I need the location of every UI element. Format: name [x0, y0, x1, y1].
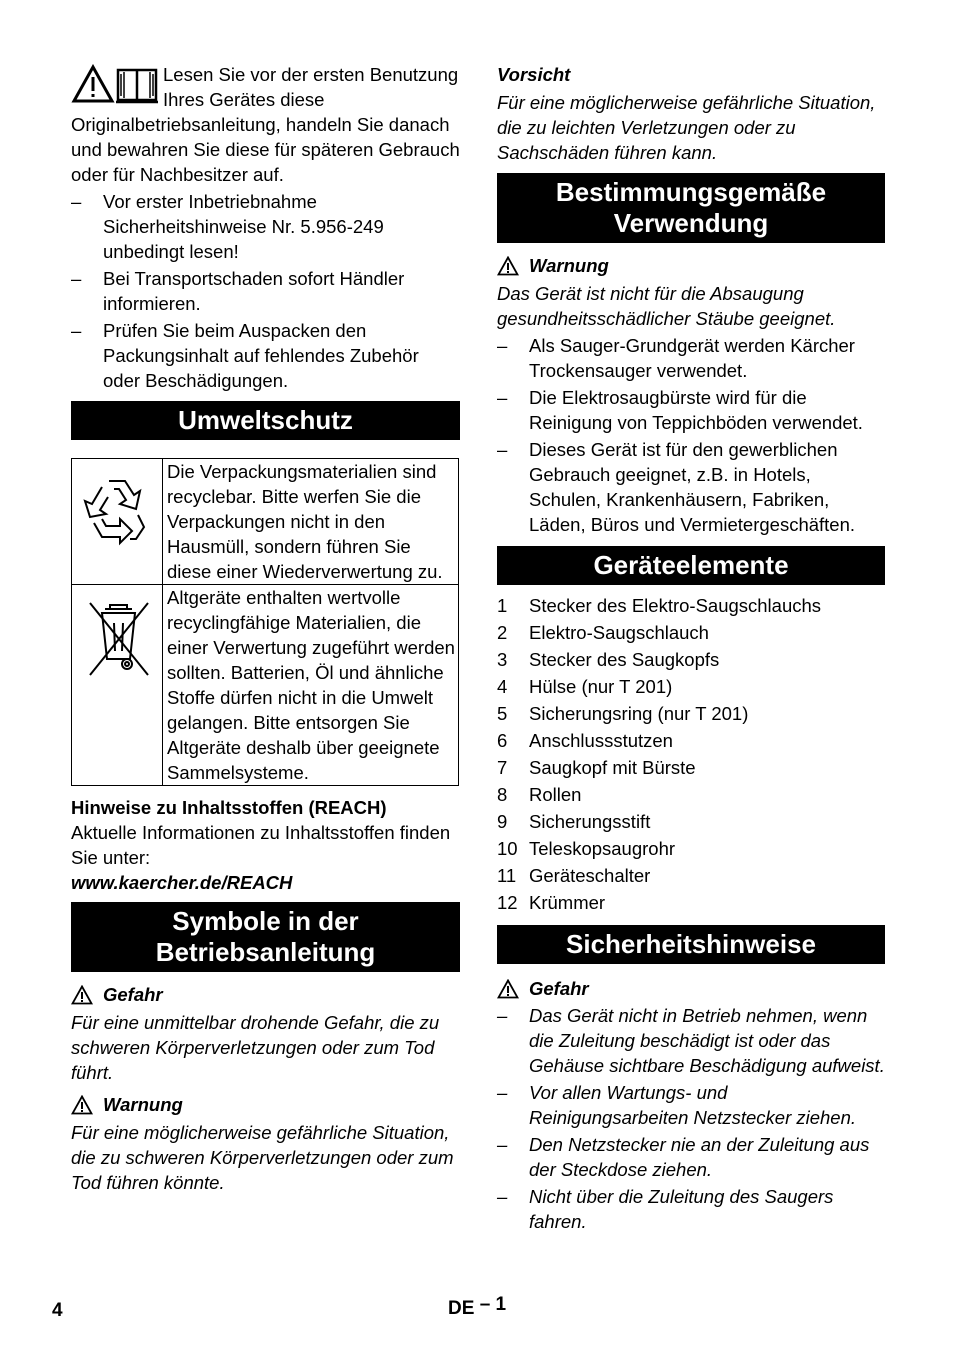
- footer-lang-code: DE: [448, 1298, 475, 1319]
- table-row: [72, 459, 459, 585]
- symbol-warnung: [71, 1092, 460, 1195]
- list-item: – Bei Transportschaden sofort Händler informieren.: [71, 266, 460, 316]
- environment-table: [71, 458, 459, 786]
- disposal-text: Altgeräte enthalten wertvolle recyclingfähige Materialien, die einer Verwertung zugeführt werden sollten. Batterien, Öl und ähnliche Stoffe dürfen nicht in die Umwelt gelangen. Bitte entsorgen Sie Altgeräte deshalb über geeignete Sammelsysteme.: [163, 585, 459, 786]
- symbol-vorsicht: [497, 62, 885, 165]
- list-item: – Vor allen Wartungs- und Reinigungsarbeiten Netzstecker ziehen.: [497, 1080, 885, 1130]
- gefahr-label: Gefahr: [529, 978, 589, 999]
- heading-sicherheit: Sicherheitshinweise: [497, 925, 885, 964]
- list-item: 3 Stecker des Saugkopfs: [497, 649, 720, 670]
- list-item: – Das Gerät nicht in Betrieb nehmen, wenn die Zuleitung beschädigt ist oder das Gehäuse sichtbare Beschädigung aufweist.: [497, 1003, 885, 1078]
- list-item: – Dieses Gerät ist für den gewerblichen Gebrauch geeignet, z.B. in Hotels, Schulen, Krankenhäusern, Fabriken, Läden, Büros und Vermietergeschäften.: [497, 437, 885, 537]
- warning-triangle-icon: [497, 256, 519, 276]
- list-item: – Prüfen Sie beim Auspacken den Packungsinhalt auf fehlendes Zubehör oder Beschädigungen.: [71, 318, 460, 393]
- list-item: 9 Sicherungsstift: [497, 811, 651, 832]
- heading-umweltschutz: Umweltschutz: [71, 401, 460, 440]
- list-item: – Die Elektrosaugbürste wird für die Reinigung von Teppichböden verwendet.: [497, 385, 885, 435]
- bin-icon-cell: [72, 585, 163, 786]
- symbol-gefahr: [71, 982, 460, 1085]
- warning-triangle-icon: [497, 979, 519, 999]
- list-item: 5 Sicherungsring (nur T 201): [497, 703, 749, 724]
- warning-manual-icon: [71, 64, 163, 108]
- sicherheit-list: [497, 1003, 885, 1234]
- reach-title: Hinweise zu Inhaltsstoffen (REACH): [71, 797, 387, 818]
- elemente-list: [497, 593, 885, 915]
- warnung-text: Das Gerät ist nicht für die Absaugung gesundheitsschädlicher Stäube geeignet.: [497, 283, 836, 329]
- warnung-label: Warnung: [103, 1094, 183, 1115]
- list-item: 1 Stecker des Elektro-Saugschlauchs: [497, 595, 822, 616]
- right-column: [497, 62, 885, 1234]
- list-item: – Als Sauger-Grundgerät werden Kärcher Trockensauger verwendet.: [497, 333, 885, 383]
- list-item: 8 Rollen: [497, 784, 582, 805]
- heading-symbole: Symbole in der Betriebsanleitung: [71, 902, 460, 972]
- warnung-label: Warnung: [529, 255, 609, 276]
- list-item: – Nicht über die Zuleitung des Saugers fahren.: [497, 1184, 885, 1234]
- page-number: 4: [52, 1300, 63, 1321]
- list-item: 12 Krümmer: [497, 892, 606, 913]
- left-column: [71, 62, 460, 1195]
- table-row: [72, 585, 459, 786]
- sicherheit-gefahr: [497, 976, 885, 1234]
- crossed-bin-icon: [72, 585, 162, 685]
- bestimmung-list: [497, 333, 885, 537]
- list-item: 4 Hülse (nur T 201): [497, 676, 673, 697]
- vorsicht-text: Für eine möglicherweise gefährliche Situation, die zu leichten Verletzungen oder zu Sachschäden führen kann.: [497, 92, 876, 163]
- list-item: 7 Saugkopf mit Bürste: [497, 757, 696, 778]
- warnung-text: Für eine möglicherweise gefährliche Situation, die zu schweren Körperverletzungen oder zum Tod führen könnte.: [71, 1122, 454, 1193]
- vorsicht-label: Vorsicht: [497, 64, 571, 85]
- gefahr-label: Gefahr: [103, 984, 163, 1005]
- list-item: – Vor erster Inbetriebnahme Sicherheitshinweise Nr. 5.956-249 unbedingt lesen!: [71, 189, 460, 264]
- reach-text: Aktuelle Informationen zu Inhaltsstoffen finden Sie unter:: [71, 822, 451, 868]
- list-item: 10 Teleskopsaugrohr: [497, 838, 676, 859]
- list-item: – Den Netzstecker nie an der Zuleitung aus der Steckdose ziehen.: [497, 1132, 885, 1182]
- intro-text: Lesen Sie vor der ersten Benutzung Ihres Gerätes diese Originalbetriebsanleitung, handeln Sie danach und bewahren Sie diese für späteren Gebrauch oder für Nachbesitzer auf.: [71, 64, 460, 185]
- warning-triangle-icon: [71, 1095, 93, 1115]
- heading-bestimmung: Bestimmungsgemäße Verwendung: [497, 173, 885, 243]
- intro-list: [71, 189, 460, 393]
- list-item: 6 Anschlussstutzen: [497, 730, 673, 751]
- gefahr-text: Für eine unmittelbar drohende Gefahr, die zu schweren Körperverletzungen oder zum Tod führt.: [71, 1012, 440, 1083]
- recycling-icon-cell: [72, 459, 163, 585]
- bestimmung-warnung: [497, 253, 885, 537]
- recycling-icon: [72, 459, 162, 559]
- list-item: 2 Elektro-Saugschlauch: [497, 622, 709, 643]
- recycling-text: Die Verpackungsmaterialien sind recyclebar. Bitte werfen Sie die Verpackungen nicht in den Hausmüll, sondern führen Sie diese einer Wiederverwertung zu.: [163, 459, 459, 585]
- reach-link[interactable]: www.kaercher.de/REACH: [71, 872, 293, 893]
- reach-section: [71, 795, 460, 895]
- warning-triangle-icon: [71, 985, 93, 1005]
- list-item: 11 Geräteschalter: [497, 865, 651, 886]
- footer-subpage: – 1: [479, 1294, 507, 1315]
- heading-elemente: Geräteelemente: [497, 546, 885, 585]
- footer-lang: [448, 1296, 506, 1321]
- intro-section: [71, 62, 460, 393]
